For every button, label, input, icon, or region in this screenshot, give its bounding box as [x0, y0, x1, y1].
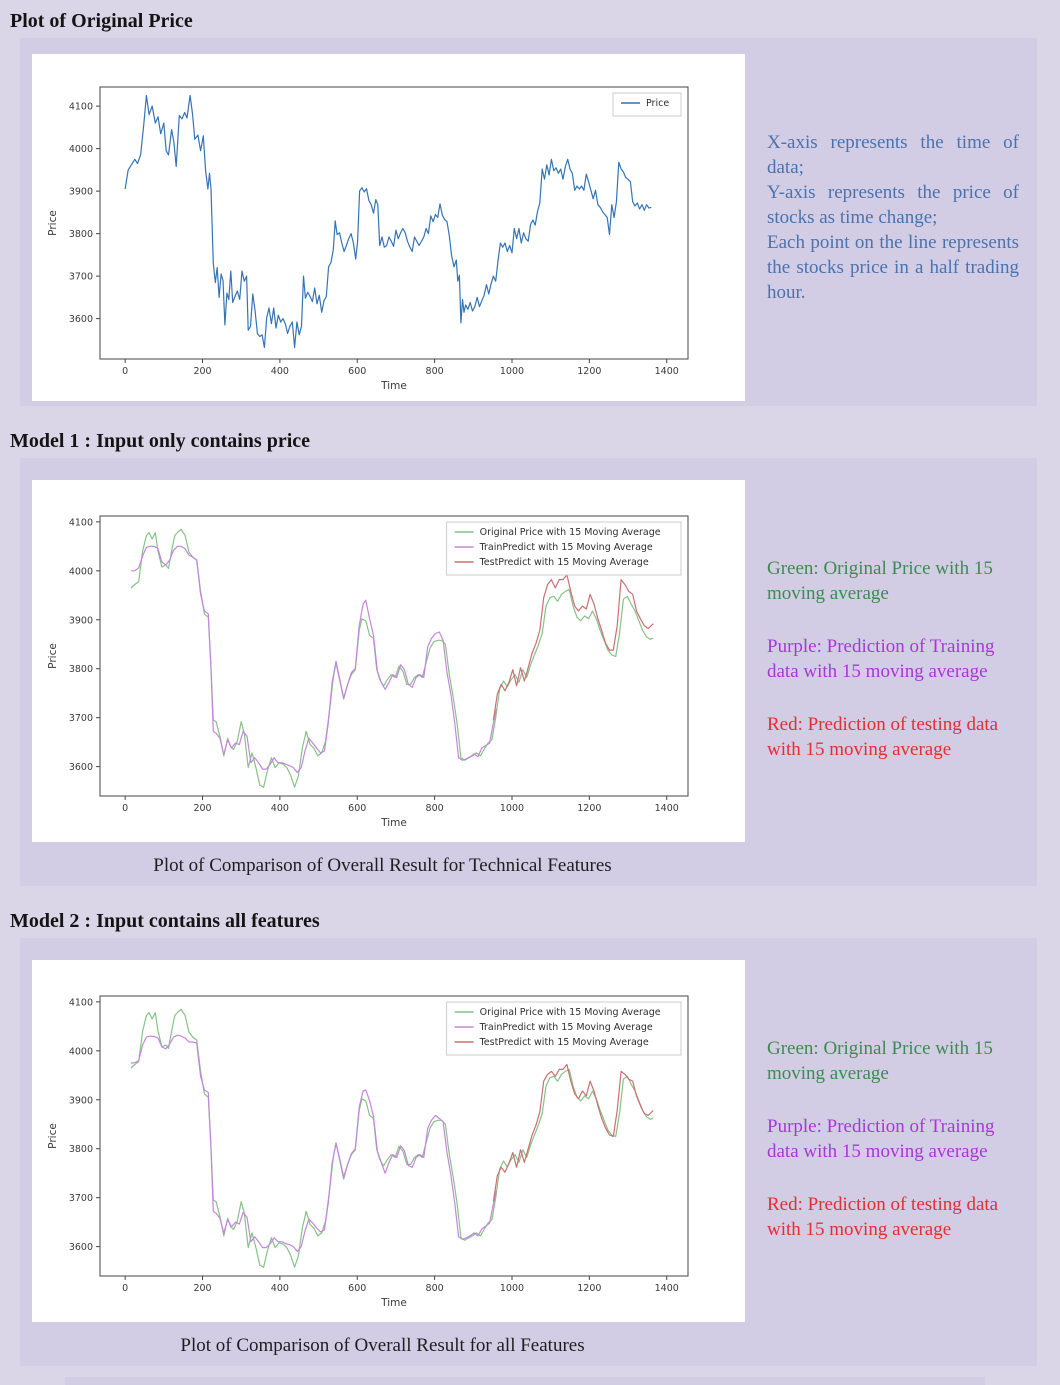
section-model-2	[0, 886, 1060, 1366]
section-panel	[20, 938, 1037, 1366]
x-tick-label: 1200	[577, 803, 602, 814]
x-tick-label: 200	[193, 1283, 212, 1294]
annotation-text	[767, 1036, 1019, 1270]
x-tick-label: 0	[122, 803, 129, 814]
chart-card	[32, 960, 745, 1322]
y-tick-label: 3600	[68, 762, 93, 774]
legend-label: Original Price with 15 Moving Average	[479, 1007, 661, 1018]
legend-label: Price	[646, 98, 670, 109]
x-tick-label: 1200	[577, 1283, 602, 1294]
legend-label: TrainPredict with 15 Moving Average	[479, 542, 653, 553]
y-tick-label: 3600	[68, 1242, 93, 1254]
y-tick-label: 4100	[68, 101, 93, 113]
x-tick-label: 1000	[499, 803, 525, 814]
x-tick-label: 800	[425, 366, 444, 377]
x-tick-label: 600	[348, 803, 367, 814]
chart-card	[32, 480, 745, 842]
legend-label: TestPredict with 15 Moving Average	[479, 557, 649, 568]
section-heading: Plot of Original Price	[10, 10, 193, 32]
next-panel-edge	[65, 1377, 985, 1385]
annotation-purple-note: Purple: Prediction of Training data with 15 moving average	[767, 1116, 995, 1163]
y-tick-label: 3700	[68, 271, 93, 283]
y-tick-label: 4100	[68, 997, 93, 1009]
x-tick-label: 1400	[654, 803, 679, 814]
annotation-green-note: Green: Original Price with 15 moving average	[767, 558, 993, 605]
y-tick-label: 4000	[68, 144, 93, 156]
legend	[613, 93, 681, 116]
legend-label: Original Price with 15 Moving Average	[479, 527, 661, 538]
section-panel	[20, 458, 1037, 886]
y-tick-label: 3700	[68, 713, 93, 725]
y-tick-label: 3800	[68, 664, 93, 676]
annotation-line: Y-axis represents the price of stocks as time change;	[767, 182, 1019, 229]
legend-label: TestPredict with 15 Moving Average	[479, 1037, 649, 1048]
model2-comparison-chart	[32, 960, 745, 1322]
x-tick-label: 1200	[577, 366, 602, 377]
y-axis-label: Price	[47, 210, 59, 236]
y-tick-label: 3900	[68, 1095, 93, 1107]
legend	[447, 522, 681, 575]
plot-area	[100, 87, 688, 359]
chart-caption: Plot of Comparison of Overall Result for Technical Features	[153, 855, 612, 876]
annotation-line: X-axis represents the time of data;	[767, 132, 1019, 179]
annotation-red-note: Red: Prediction of testing data with 15 moving average	[767, 1194, 999, 1241]
model1-comparison-chart	[32, 480, 745, 842]
annotation-line: Each point on the line represents the stocks price in a half trading hour.	[767, 232, 1019, 304]
y-tick-label: 4000	[68, 566, 93, 578]
section-model-1	[0, 406, 1060, 886]
x-axis-label: Time	[381, 380, 407, 392]
x-tick-label: 400	[270, 366, 289, 377]
chart-card	[32, 54, 745, 401]
x-tick-label: 400	[270, 1283, 289, 1294]
annotation-text	[767, 130, 1019, 306]
y-tick-label: 3900	[68, 615, 93, 627]
chart-column	[20, 38, 745, 401]
x-axis-label: Time	[381, 817, 407, 829]
y-tick-label: 4100	[68, 517, 93, 529]
x-tick-label: 1000	[499, 366, 525, 377]
section-panel	[20, 38, 1037, 406]
x-tick-label: 1400	[654, 1283, 679, 1294]
section-heading: Model 1 : Input only contains price	[10, 430, 311, 452]
annotation-green-note: Green: Original Price with 15 moving average	[767, 1038, 993, 1085]
x-tick-label: 800	[425, 1283, 444, 1294]
x-tick-label: 200	[193, 366, 212, 377]
x-tick-label: 400	[270, 803, 289, 814]
legend	[447, 1002, 681, 1055]
section-original-price	[0, 0, 1060, 406]
original-price-chart	[32, 54, 745, 401]
y-tick-label: 3800	[68, 1144, 93, 1156]
y-axis-label: Price	[47, 643, 59, 669]
annotation-red-note: Red: Prediction of testing data with 15 moving average	[767, 714, 999, 761]
y-tick-label: 3600	[68, 314, 93, 326]
x-tick-label: 600	[348, 366, 367, 377]
y-tick-label: 3700	[68, 1193, 93, 1205]
annotation-text	[767, 556, 1019, 790]
chart-column	[20, 458, 745, 877]
legend-label: TrainPredict with 15 Moving Average	[479, 1022, 653, 1033]
y-tick-label: 3800	[68, 229, 93, 241]
x-axis-label: Time	[381, 1297, 407, 1309]
chart-column	[20, 938, 745, 1357]
x-tick-label: 1400	[654, 366, 679, 377]
x-tick-label: 200	[193, 803, 212, 814]
y-tick-label: 4000	[68, 1046, 93, 1058]
y-tick-label: 3900	[68, 186, 93, 198]
section-heading: Model 2 : Input contains all features	[10, 910, 320, 932]
y-axis-label: Price	[47, 1123, 59, 1149]
annotation-purple-note: Purple: Prediction of Training data with 15 moving average	[767, 636, 995, 683]
x-tick-label: 0	[122, 366, 129, 377]
x-tick-label: 0	[122, 1283, 129, 1294]
x-tick-label: 1000	[499, 1283, 525, 1294]
chart-caption: Plot of Comparison of Overall Result for all Features	[180, 1335, 585, 1356]
x-tick-label: 800	[425, 803, 444, 814]
x-tick-label: 600	[348, 1283, 367, 1294]
